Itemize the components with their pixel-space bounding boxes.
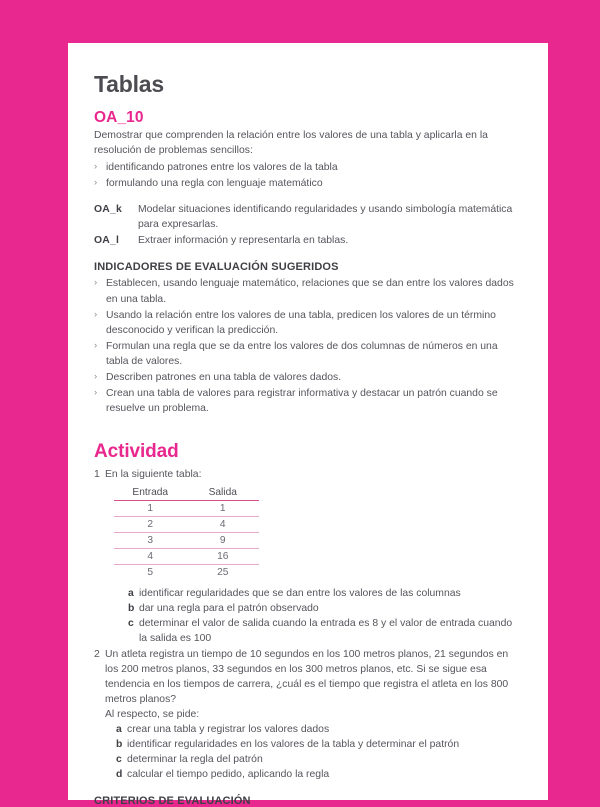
column-header-entrada: Entrada (114, 486, 187, 501)
subitem-text: identificar regularidades en los valores de la tabla y determinar el patrón (127, 739, 460, 751)
list-item (116, 722, 520, 737)
oa-bullet-list (94, 160, 520, 191)
list-item (94, 176, 520, 191)
oa-subcode-text: Extraer información y representarla en tablas. (138, 234, 349, 246)
values-table-head (114, 486, 259, 501)
oa-code-heading: OA_10 (94, 109, 144, 127)
subitem-letter: b (128, 603, 135, 615)
leadin-spacer (94, 707, 105, 722)
subitem-letter: a (116, 723, 122, 735)
list-item-label: Establecen, usando lenguaje matemático, relaciones que se dan entre los valores dados en una tabla. (106, 278, 514, 305)
list-item-label: identificando patrones entre los valores de la tabla (106, 161, 338, 173)
list-item (94, 308, 520, 338)
chevron-bullet-icon: › (94, 370, 98, 382)
activity-item-text: Un atleta registra un tiempo de 10 segundos en los 100 metros planos, 21 segundos en los 200 metros planos, 33 segundos en los 300 metros planos, etc. Si se sigue esa tendencia en los tiempos de carrera, ¿cuál es el tiempo que registra el atleta en los 800 metros planos? (105, 648, 509, 705)
cell-salida: 9 (187, 533, 260, 549)
list-item (94, 370, 520, 385)
subitem-text: identificar regularidades que se dan entre los valores de las columnas (139, 588, 461, 600)
list-item (128, 601, 520, 616)
activity-item-2 (94, 647, 520, 707)
list-item-label: Describen patrones en una tabla de valores dados. (106, 371, 342, 383)
column-header-salida: Salida (187, 486, 260, 501)
chevron-bullet-icon: › (94, 176, 98, 188)
document-page (68, 43, 548, 807)
table-row (114, 533, 259, 549)
oa-description: Demostrar que comprenden la relación entre los valores de una tabla y aplicarla en la resolución de problemas sencillos: (94, 130, 488, 156)
list-item-label: Formulan una regla que se da entre los valores de dos columnas de números en una tabla de valores. (106, 340, 498, 367)
cell-salida: 1 (187, 501, 260, 517)
oa-subcode-key: OA_k (94, 203, 122, 215)
table-row (114, 517, 259, 533)
subitem-text: crear una tabla y registrar los valores dados (127, 723, 330, 735)
values-table-body (114, 501, 259, 581)
list-item-label: Usando la relación entre los valores de una tabla, predicen los valores de un término desconocido y verifican la predicción. (106, 309, 496, 336)
values-table-wrapper (114, 486, 520, 580)
activity-item-leadin-text: Al respecto, se pide: (105, 708, 200, 720)
cell-entrada: 4 (114, 549, 187, 565)
list-item (128, 586, 520, 601)
activity-item-1 (94, 467, 520, 482)
subitem-text: determinar la regla del patrón (127, 754, 263, 766)
page-title: Tablas (94, 71, 164, 97)
oa-subcode-key: OA_l (94, 234, 120, 246)
list-item (94, 386, 520, 416)
oa-subcode-text: Modelar situaciones identificando regularidades y usando simbología matemática para expresarlas. (138, 203, 513, 230)
list-item-label: Crean una tabla de valores para registrar informativa y destacar un patrón cuando se resuelve un problema. (106, 388, 498, 415)
cell-entrada: 5 (147, 567, 154, 579)
subitem-text: calcular el tiempo pedido, aplicando la regla (127, 769, 330, 781)
chevron-bullet-icon: › (94, 387, 98, 398)
subitem-letter: b (116, 739, 123, 751)
list-item-label: formulando una regla con lenguaje matemático (106, 177, 323, 189)
subitem-letter: c (128, 618, 134, 630)
table-row (114, 549, 259, 565)
list-item (116, 737, 520, 752)
indicators-list (94, 276, 520, 416)
list-item (94, 339, 520, 369)
activity-item-text: En la siguiente tabla: (105, 469, 202, 481)
subitem-letter: c (116, 754, 122, 766)
table-header-row (114, 486, 259, 501)
list-item (116, 767, 520, 782)
cell-salida: 25 (217, 567, 229, 579)
list-item (94, 276, 520, 306)
activity-item-number: 1 (94, 469, 100, 481)
values-table (114, 486, 259, 580)
indicators-heading: INDICADORES DE EVALUACIÓN SUGERIDOS (94, 261, 339, 274)
cell-entrada: 1 (114, 501, 187, 517)
subitem-letter: a (128, 588, 134, 600)
list-item (94, 160, 520, 175)
activity-1-subitems (128, 586, 520, 646)
criteria-heading: CRITERIOS DE EVALUACIÓN (94, 795, 251, 807)
chevron-bullet-icon: › (94, 339, 98, 351)
chevron-bullet-icon: › (94, 308, 98, 320)
table-row (114, 501, 259, 517)
cell-salida: 16 (187, 549, 260, 565)
cell-salida: 4 (187, 517, 260, 533)
subitem-letter: d (116, 769, 123, 781)
activity-item-number: 2 (94, 648, 100, 660)
oa-subcodes (94, 203, 520, 249)
cell-entrada: 3 (114, 533, 187, 549)
list-item (116, 752, 520, 767)
chevron-bullet-icon: › (94, 277, 98, 289)
document-content (68, 43, 548, 807)
activity-item-2-leadin (94, 707, 520, 722)
activity-2-subitems (116, 722, 520, 782)
list-item (128, 616, 520, 646)
activity-heading: Actividad (94, 441, 179, 463)
oa-subcode-row (94, 203, 520, 233)
oa-subcode-row (94, 234, 520, 249)
subitem-text: determinar el valor de salida cuando la entrada es 8 y el valor de entrada cuando la salida es 100 (139, 618, 513, 645)
cell-entrada: 2 (114, 517, 187, 533)
subitem-text: dar una regla para el patrón observado (139, 603, 319, 615)
table-row (114, 565, 259, 581)
chevron-bullet-icon: › (94, 160, 98, 172)
